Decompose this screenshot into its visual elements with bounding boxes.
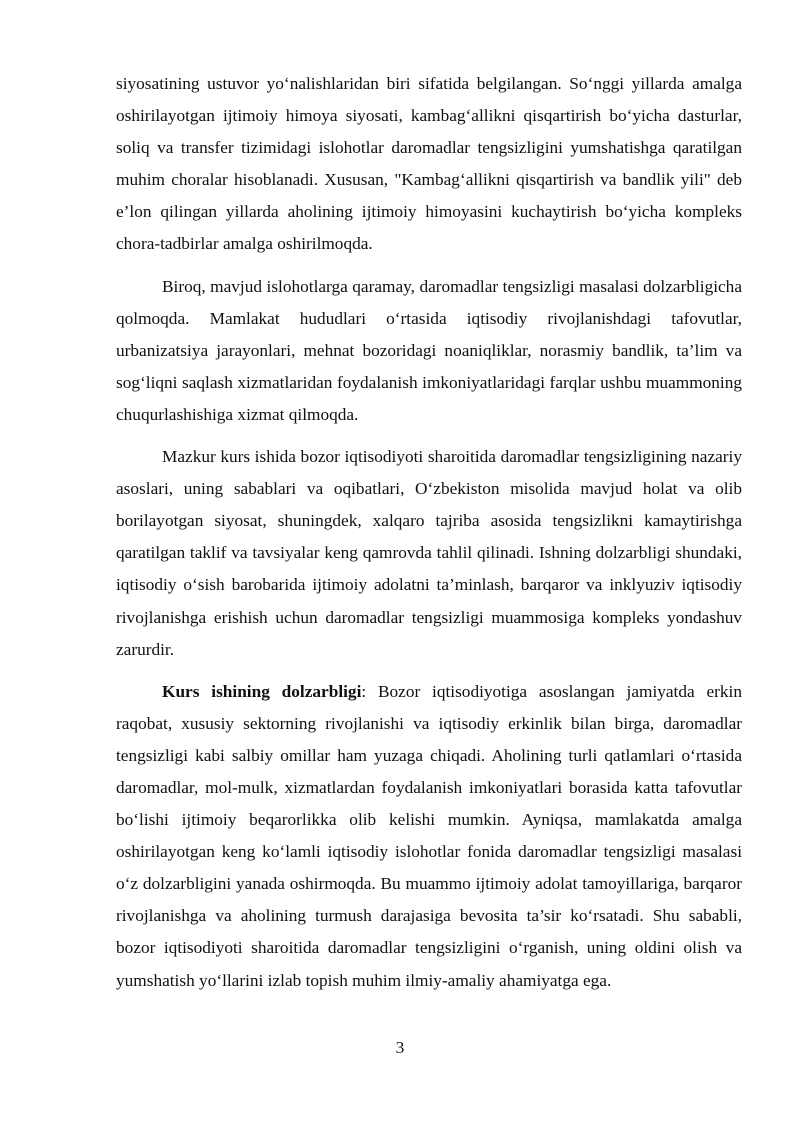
paragraph-4 <box>116 676 742 997</box>
section-heading: Kurs ishining dolzarbligi <box>162 681 362 701</box>
paragraph-2: Biroq, mavjud islohotlarga qaramay, daromadlar tengsizligi masalasi dolzarbligicha qolmoqda. Mamlakat hududlari o‘rtasida iqtisodiy rivojlanishdagi tafovutlar, urbanizatsiya jarayonlari, mehnat bozoridagi noaniqliklar, norasmiy bandlik, ta’lim va sog‘liqni saqlash xizmatlaridan foydalanish imkoniyatlaridagi farqlar ushbu muammoning chuqurlashishiga xizmat qilmoqda. <box>116 276 742 424</box>
paragraph-4-text: : Bozor iqtisodiyotiga asoslangan jamiyatda erkin raqobat, xususiy sektorning rivojlanishi va iqtisodiy erkinlik bilan birga, daromadlar tengsizligi kabi salbiy omillar ham yuzaga chiqadi. Aholining turli qatlamlari o‘rtasida daromadlar, mol-mulk, xizmatlardan foydalanish imkoniyatlari borasida katta tafovutlar bo‘lishi ijtimoiy beqarorlikka olib kelishi mumkin. Ayniqsa, mamlakatda amalga oshirilayotgan keng ko‘lamli iqtisodiy islohotlar fonida daromadlar tengsizligi masalasi o‘z dolzarbligini yanada oshirmoqda. Bu muammo ijtimoiy adolat tamoyillariga, barqaror rivojlanishga va aholining turmush darajasiga bevosita ta’sir ko‘rsatadi. Shu sababli, bozor iqtisodiyoti sharoitida daromadlar tengsizligini o‘rganish, uning oldini olish va yumshatish yo‘llarini izlab topish muhim ilmiy-amaliy ahamiyatga ega. <box>116 681 742 990</box>
page-number: 3 <box>395 1038 405 1057</box>
paragraph-1: siyosatining ustuvor yo‘nalishlaridan biri sifatida belgilangan. So‘nggi yillarda amalga oshirilayotgan ijtimoiy himoya siyosati, kambag‘allikni qisqartirish bo‘yicha dasturlar, soliq va transfer tizimidagi islohotlar daromadlar tengsizligini yumshatishga qaratilgan muhim choralar hisoblanadi. Xususan, "Kambag‘allikni qisqartirish va bandlik yili" deb e’lon qilingan yillarda aholining ijtimoiy himoyasini kuchaytirish bo‘yicha kompleks chora-tadbirlar amalga oshirilmoqda. <box>116 74 742 254</box>
paragraph-3: Mazkur kurs ishida bozor iqtisodiyoti sharoitida daromadlar tengsizligining nazariy asoslari, uning sabablari va oqibatlari, O‘zbekiston misolida mavjud holat va olib borilayotgan siyosat, shuningdek, xalqaro tajriba asosida tengsizlikni kamaytirishga qaratilgan taklif va tavsiyalar keng qamrovda tahlil qilinadi. Ishning dolzarbligi shundaki, iqtisodiy o‘sish barobarida ijtimoiy adolatni ta’minlash, barqaror va inklyuziv iqtisodiy rivojlanishga erishish uchun daromadlar tengsizligi muammosiga kompleks yondashuv zarurdir. <box>116 447 742 659</box>
body-text <box>116 68 742 997</box>
